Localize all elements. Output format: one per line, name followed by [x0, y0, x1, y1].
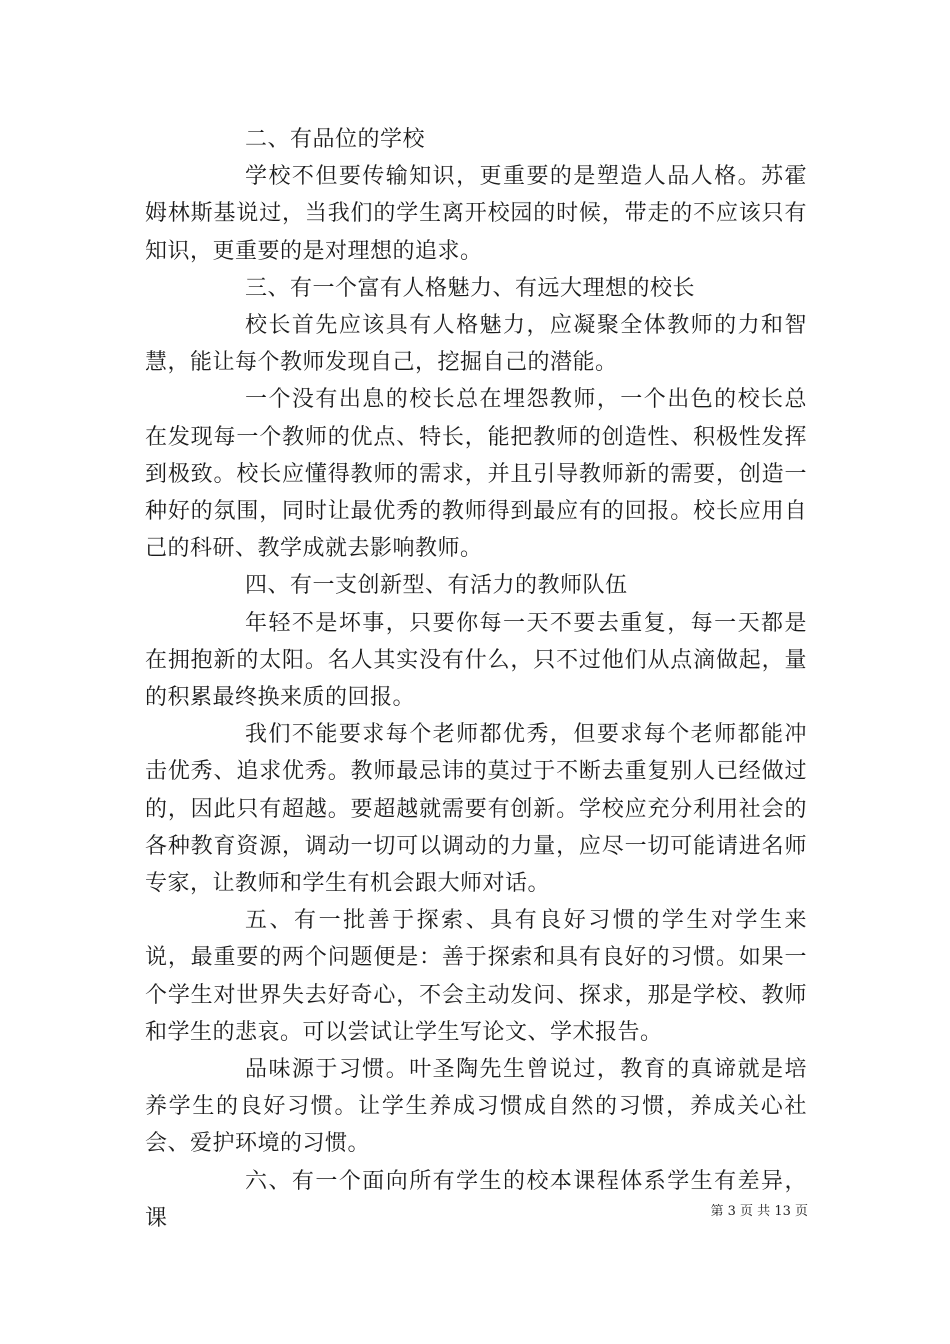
paragraph: 我们不能要求每个老师都优秀，但要求每个老师都能冲击优秀、追求优秀。教师最忌讳的莫过于不断去重复别人已经做过的，因此只有超越。要超越就需要有创新。学校应充分利用社会的各种教育资源，调动一切可以调动的力量，应尽一切可能请进名师专家，让教师和学生有机会跟大师对话。 [145, 722, 807, 897]
section-heading-3: 三、有一个富有人格魅力、有远大理想的校长 [245, 275, 696, 301]
section-heading-4: 四、有一支创新型、有活力的教师队伍 [245, 573, 628, 599]
section-heading-2: 二、有品位的学校 [245, 127, 426, 152]
paragraph: 年轻不是坏事，只要你每一天不要去重复，每一天都是在拥抱新的太阳。名人其实没有什么，只不过他们从点滴做起，量的积累最终换来质的回报。 [145, 610, 807, 711]
section-heading-5: 五、有一批善于探索、具有良好习惯的学生对学生来说，最重要的两个问题便是：善于探索和具有良好的习惯。如果一个学生对世界失去好奇心，不会主动发问、探求，那是学校、教师和学生的悲哀。可以尝试让学生写论文、学术报告。 [145, 908, 807, 1045]
page-number-footer: 第 3 页 共 13 页 [710, 1204, 808, 1219]
paragraph: 校长首先应该具有人格魅力，应凝聚全体教师的力和智慧，能让每个教师发现自己，挖掘自己的潜能。 [145, 313, 807, 376]
paragraph: 学校不但要传输知识，更重要的是塑造人品人格。苏霍姆林斯基说过，当我们的学生离开校园的时候，带走的不应该只有知识，更重要的是对理想的追求。 [145, 164, 807, 264]
paragraph: 品味源于习惯。叶圣陶先生曾说过，教育的真谛就是培养学生的良好习惯。让学生养成习惯成自然的习惯，养成关心社会、爱护环境的习惯。 [145, 1057, 807, 1157]
document-body [145, 121, 807, 1237]
section-heading-6: 六、有一个面向所有学生的校本课程体系学生有差异，课 [145, 1168, 807, 1231]
paragraph: 一个没有出息的校长总在埋怨教师，一个出色的校长总在发现每一个教师的优点、特长，能把教师的创造性、积极性发挥到极致。校长应懂得教师的需求，并且引导教师新的需要，创造一种好的氛围，同时让最优秀的教师得到最应有的回报。校长应用自己的科研、教学成就去影响教师。 [145, 387, 807, 562]
